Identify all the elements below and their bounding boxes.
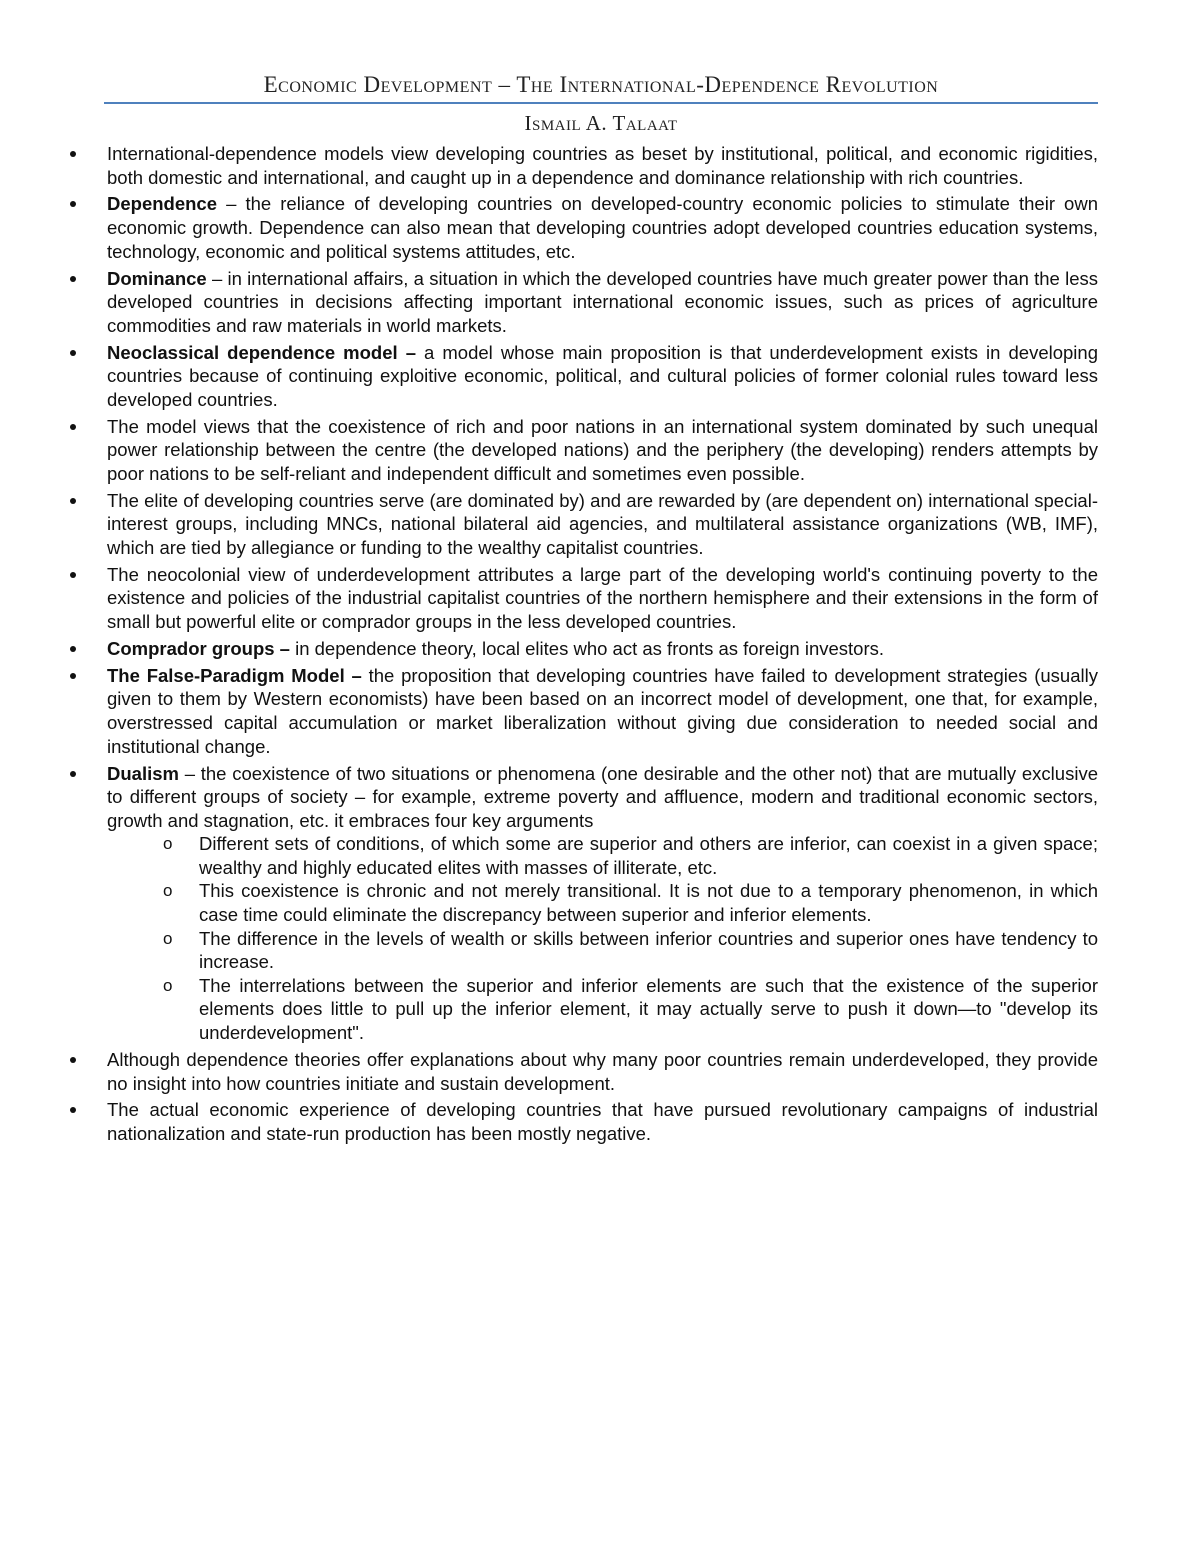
- document-author: Ismail A. Talaat: [524, 111, 678, 135]
- sub-list-item: o Different sets of conditions, of which some are superior and others are inferior, can coexist in a given space; wealthy and highly educated elites with masses of illiterate, etc.: [163, 833, 1098, 878]
- circle-bullet-icon: o: [163, 834, 173, 854]
- sub-list-item: o This coexistence is chronic and not merely transitional. It is not due to a temporary phenomenon, in which case time could eliminate the discrepancy between superior and inferior elements.: [163, 880, 1098, 926]
- list-item: The model views that the coexistence of rich and poor nations in an international system dominated by such unequal power relationship between the centre (the developed nations) and the periphery (the developing) renders attempts by poor nations to be self-reliant and independent difficult and sometimes even possible.: [104, 415, 1098, 486]
- dualism-arguments-list: [163, 832, 1098, 1044]
- bullet-icon: [70, 350, 76, 356]
- list-item: Dualism – the coexistence of two situations or phenomena (one desirable and the other not) that are mutually exclusive to different groups of society – for example, extreme poverty and affluence, modern and traditional economic sectors, growth and stagnation, etc. it embraces four key arguments o Different sets of conditions, of which some are superior and others are inferior, can coexist in a given space; wealthy and highly educated elites with masses of illiterate, etc. o This coexistence is chronic and not merely transitional. It is not due to a temporary phenomenon, in which case time could eliminate the discrepancy between superior and inferior elements. o The difference in the levels of wealth or skills between inferior countries and superior ones have tendency to increase. o The interrelations between the superior and inferior elements are such that the existence of the superior elements does little to pull up the inferior element, it may actually serve to push it down—to "develop its underdevelopment".: [104, 762, 1098, 1045]
- term-false-paradigm-model: The False-Paradigm Model –: [107, 664, 362, 686]
- term-dominance: Dominance: [107, 267, 207, 289]
- bullet-icon: [70, 1107, 76, 1113]
- title-divider: [104, 102, 1098, 104]
- list-item: The False-Paradigm Model – the proposition that developing countries have failed to development strategies (usually given to them by Western economists) have been based on an incorrect model of development, one that, for example, overstressed capital accumulation or market liberalization without giving due consideration to needed social and institutional change.: [104, 664, 1098, 758]
- bullet-list: [104, 142, 1098, 1146]
- bullet-icon: [70, 646, 76, 652]
- document-title: Economic Development – The International-Dependence Revolution: [263, 72, 939, 97]
- bullet-icon: [70, 151, 76, 157]
- list-item: Dominance – in international affairs, a situation in which the developed countries have much greater power than the less developed countries in decisions affecting important international economic issues, such as prices of agriculture commodities and raw materials in world markets.: [104, 267, 1098, 338]
- bullet-icon: [70, 498, 76, 504]
- circle-bullet-icon: o: [163, 928, 173, 948]
- circle-bullet-icon: o: [163, 881, 173, 901]
- term-dependence: Dependence: [107, 193, 218, 215]
- list-item: The actual economic experience of developing countries that have pursued revolutionary campaigns of industrial nationalization and state-run production has been mostly negative.: [104, 1098, 1098, 1145]
- list-item: International-dependence models view developing countries as beset by institutional, political, and economic rigidities, both domestic and international, and caught up in a dependence and dominance relationship with rich countries.: [104, 142, 1098, 189]
- term-comprador-groups: Comprador groups –: [107, 637, 290, 659]
- list-item: The elite of developing countries serve (are dominated by) and are rewarded by (are dependent on) international special-interest groups, including MNCs, national bilateral aid agencies, and multilateral assistance organizations (WB, IMF), which are tied by allegiance or funding to the wealthy capitalist countries.: [104, 489, 1098, 560]
- list-item: Although dependence theories offer explanations about why many poor countries remain underdeveloped, they provide no insight into how countries initiate and sustain development.: [104, 1048, 1098, 1095]
- bullet-icon: [70, 201, 76, 207]
- circle-bullet-icon: o: [163, 975, 173, 995]
- list-item: Comprador groups – in dependence theory, local elites who act as fronts as foreign investors.: [104, 637, 1098, 661]
- sub-list-item: o The interrelations between the superior and inferior elements are such that the existence of the superior elements does little to pull up the inferior element, it may actually serve to push it down—to "develop its underdevelopment".: [163, 974, 1098, 1044]
- term-neoclassical-dependence-model: Neoclassical dependence model –: [107, 341, 416, 363]
- bullet-icon: [70, 276, 76, 282]
- document-page: [104, 70, 1098, 1149]
- list-item: Neoclassical dependence model – a model whose main proposition is that underdevelopment exists in developing countries because of continuing exploitive economic, political, and cultural policies of former colonial rules toward less developed countries.: [104, 341, 1098, 412]
- bullet-icon: [70, 1057, 76, 1063]
- bullet-icon: [70, 572, 76, 578]
- bullet-icon: [70, 771, 76, 777]
- sub-list-item: o The difference in the levels of wealth or skills between inferior countries and superior ones have tendency to increase.: [163, 927, 1098, 973]
- list-item: The neocolonial view of underdevelopment attributes a large part of the developing world's continuing poverty to the existence and policies of the industrial capitalist countries of the northern hemisphere and their extensions in the form of small but powerful elite or comprador groups in the less developed countries.: [104, 563, 1098, 634]
- bullet-icon: [70, 673, 76, 679]
- term-dualism: Dualism: [107, 762, 179, 784]
- bullet-icon: [70, 424, 76, 430]
- list-item: Dependence – the reliance of developing countries on developed-country economic policies to stimulate their own economic growth. Dependence can also mean that developing countries adopt developed countries education systems, technology, economic and political systems attitudes, etc.: [104, 192, 1098, 263]
